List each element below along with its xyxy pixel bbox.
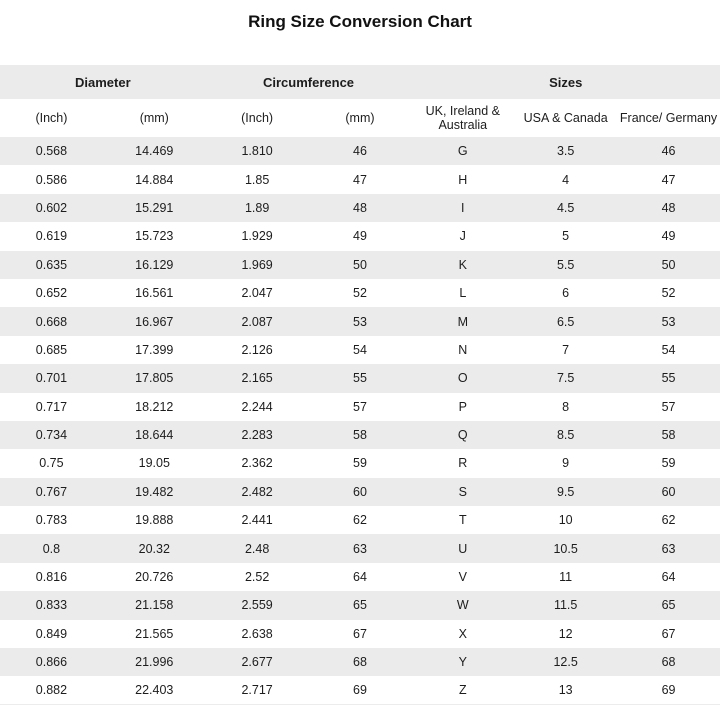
table-cell: 9	[562, 456, 570, 471]
table-cell: 0.734	[35, 428, 68, 443]
group-header-row	[0, 65, 720, 99]
table-cell: 6	[562, 286, 570, 301]
table-cell: 60	[661, 484, 676, 499]
table-cell: 2.283	[241, 428, 273, 443]
table-cell: 1.85	[244, 172, 270, 187]
table-cell: 69	[353, 683, 367, 698]
table-cell: 1.810	[241, 144, 273, 159]
table-cell: 67	[661, 626, 676, 641]
table-row	[0, 478, 720, 506]
table-cell: 12	[558, 626, 573, 641]
table-cell: 0.586	[35, 172, 68, 187]
table-cell: 62	[661, 513, 676, 528]
table-cell: 57	[661, 399, 676, 414]
table-cell: 0.816	[35, 570, 68, 585]
column-header-usa-canada: USA & Canada	[523, 111, 608, 125]
table-cell: 1.929	[241, 229, 273, 244]
table-cell: 54	[661, 342, 676, 357]
table-cell: 6.5	[556, 314, 575, 329]
table-cell: O	[457, 371, 468, 386]
column-header-circumference-inch: (Inch)	[241, 111, 274, 125]
table-cell: 18.644	[135, 428, 174, 443]
table-cell: 0.685	[35, 342, 68, 357]
table-cell: 17.805	[135, 371, 174, 386]
table-cell: 2.638	[241, 626, 273, 641]
table-cell: 9.5	[556, 484, 575, 499]
table-cell: Z	[458, 683, 467, 698]
table-cell: 52	[353, 286, 367, 301]
table-row	[0, 591, 720, 619]
table-cell: 0.833	[35, 598, 68, 613]
group-header-diameter: Diameter	[75, 74, 131, 90]
table-cell: Q	[457, 428, 468, 443]
table-cell: 48	[661, 200, 676, 215]
table-cell: P	[458, 399, 467, 414]
table-cell: 69	[661, 683, 676, 698]
table-head	[0, 65, 720, 137]
table-cell: 52	[661, 286, 676, 301]
table-cell: 0.717	[35, 399, 68, 414]
table-cell: 0.568	[35, 144, 68, 159]
table-row	[0, 676, 720, 704]
table-row	[0, 137, 720, 165]
table-cell: T	[458, 513, 467, 528]
table-cell: 58	[353, 428, 367, 443]
table-cell: 2.717	[241, 683, 273, 698]
table-cell: 0.635	[35, 257, 68, 272]
column-header-diameter-mm: (mm)	[139, 111, 169, 125]
table-row	[0, 222, 720, 250]
table-cell: 60	[353, 484, 367, 499]
table-cell: 2.677	[241, 655, 273, 670]
table-cell: 63	[353, 541, 367, 556]
table-row	[0, 336, 720, 364]
table-cell: 16.967	[135, 314, 174, 329]
table-row	[0, 563, 720, 591]
table-cell: 5.5	[556, 257, 575, 272]
table-row	[0, 620, 720, 648]
table-cell: 14.884	[135, 172, 174, 187]
table-cell: 15.291	[135, 200, 174, 215]
table-cell: 1.969	[241, 257, 273, 272]
table-cell: 20.726	[135, 570, 174, 585]
table-cell: 63	[661, 541, 676, 556]
table-cell: 0.619	[35, 229, 68, 244]
table-cell: G	[457, 144, 468, 159]
table-row	[0, 251, 720, 279]
table-cell: 2.244	[241, 399, 273, 414]
group-header-circumference: Circumference	[263, 74, 355, 90]
table-cell: 7	[562, 342, 570, 357]
table-cell: 46	[353, 144, 367, 159]
table-cell: 0.8	[42, 541, 61, 556]
table-cell: 0.882	[35, 683, 68, 698]
table-cell: 21.158	[135, 598, 174, 613]
table-cell: 49	[661, 229, 676, 244]
table-cell: 0.849	[35, 626, 68, 641]
table-cell: 2.165	[241, 371, 273, 386]
table-cell: 1.89	[244, 200, 270, 215]
table-cell: R	[458, 456, 468, 471]
table-cell: Y	[458, 655, 467, 670]
table-cell: 10	[558, 513, 573, 528]
table-row	[0, 393, 720, 421]
table-cell: 7.5	[556, 371, 575, 386]
table-cell: 19.888	[135, 513, 174, 528]
table-cell: 10.5	[553, 541, 578, 556]
table-cell: 8.5	[556, 428, 575, 443]
table-cell: 49	[353, 229, 367, 244]
table-cell: 12.5	[553, 655, 578, 670]
table-cell: 64	[661, 570, 676, 585]
table-cell: 57	[353, 399, 367, 414]
table-cell: 68	[661, 655, 676, 670]
table-cell: 2.126	[241, 342, 273, 357]
table-cell: 2.362	[241, 456, 273, 471]
table-cell: 47	[353, 172, 367, 187]
table-cell: S	[458, 484, 467, 499]
table-cell: 17.399	[135, 342, 174, 357]
table-cell: 0.701	[35, 371, 68, 386]
table-cell: 21.996	[135, 655, 174, 670]
table-row	[0, 449, 720, 477]
table-cell: 19.482	[135, 484, 174, 499]
table-cell: N	[458, 342, 468, 357]
table-cell: H	[458, 172, 468, 187]
table-cell: 47	[661, 172, 676, 187]
ring-size-conversion-table	[0, 65, 720, 705]
table-cell: M	[457, 314, 468, 329]
table-cell: 55	[661, 371, 676, 386]
table-cell: 2.047	[241, 286, 273, 301]
page-title: Ring Size Conversion Chart	[248, 12, 472, 31]
table-cell: 16.129	[135, 257, 174, 272]
table-cell: 4.5	[556, 200, 575, 215]
table-cell: 4	[562, 172, 570, 187]
table-cell: 59	[353, 456, 367, 471]
table-cell: 2.559	[241, 598, 273, 613]
table-cell: 0.652	[35, 286, 68, 301]
table-cell: 0.783	[35, 513, 68, 528]
table-row	[0, 506, 720, 534]
table-cell: 64	[353, 570, 367, 585]
table-cell: 2.441	[241, 513, 273, 528]
table-cell: X	[458, 626, 467, 641]
table-cell: 13	[558, 683, 573, 698]
table-cell: 50	[353, 257, 367, 272]
table-cell: 65	[353, 598, 367, 613]
table-row	[0, 421, 720, 449]
table-cell: 50	[661, 257, 676, 272]
table-cell: 11.5	[553, 598, 578, 613]
table-cell: I	[461, 200, 465, 215]
table-cell: 5	[562, 229, 570, 244]
table-row	[0, 534, 720, 562]
table-cell: 65	[661, 598, 676, 613]
table-cell: K	[458, 257, 467, 272]
table-cell: 59	[661, 456, 676, 471]
table-cell: 48	[353, 200, 367, 215]
table-cell: 16.561	[135, 286, 174, 301]
table-cell: 19.05	[138, 456, 170, 471]
table-cell: 2.482	[241, 484, 273, 499]
column-header-uk-ireland-australia: UK, Ireland & Australia	[425, 104, 500, 132]
table-cell: 0.602	[35, 200, 68, 215]
table-cell: 18.212	[135, 399, 174, 414]
table-row	[0, 364, 720, 392]
table-cell: 15.723	[135, 229, 174, 244]
table-cell: 22.403	[135, 683, 174, 698]
table-row	[0, 648, 720, 676]
table-cell: 53	[353, 314, 367, 329]
column-header-diameter-inch: (Inch)	[35, 111, 68, 125]
table-cell: 55	[353, 371, 367, 386]
table-cell: 53	[661, 314, 676, 329]
table-cell: 21.565	[135, 626, 174, 641]
table-cell: 62	[353, 513, 367, 528]
table-cell: 2.52	[244, 570, 270, 585]
table-cell: 67	[353, 626, 367, 641]
table-row	[0, 307, 720, 335]
table-cell: 2.48	[244, 541, 270, 556]
group-header-sizes: Sizes	[549, 74, 583, 90]
table-row	[0, 194, 720, 222]
table-row	[0, 165, 720, 193]
table-cell: 58	[661, 428, 676, 443]
table-cell: 8	[562, 399, 570, 414]
table-cell: 3.5	[556, 144, 575, 159]
sub-header-row	[0, 99, 720, 137]
table-cell: 0.668	[35, 314, 68, 329]
table-cell: J	[459, 229, 466, 244]
table-cell: 0.75	[39, 456, 64, 471]
table-cell: 54	[353, 342, 367, 357]
table-cell: 14.469	[135, 144, 174, 159]
column-header-circumference-mm: (mm)	[345, 111, 375, 125]
table-cell: 0.866	[35, 655, 68, 670]
table-cell: L	[459, 286, 467, 301]
table-cell: W	[456, 598, 469, 613]
table-cell: 46	[661, 144, 676, 159]
table-cell: 68	[353, 655, 367, 670]
table-cell: V	[458, 570, 467, 585]
column-header-france-germany: France/ Germany	[619, 111, 718, 125]
table-cell: U	[458, 541, 468, 556]
table-cell: 11	[559, 570, 573, 585]
table-cell: 2.087	[241, 314, 273, 329]
table-cell: 0.767	[35, 484, 68, 499]
table-cell: 20.32	[138, 541, 170, 556]
table-body	[0, 137, 720, 705]
table-row	[0, 279, 720, 307]
